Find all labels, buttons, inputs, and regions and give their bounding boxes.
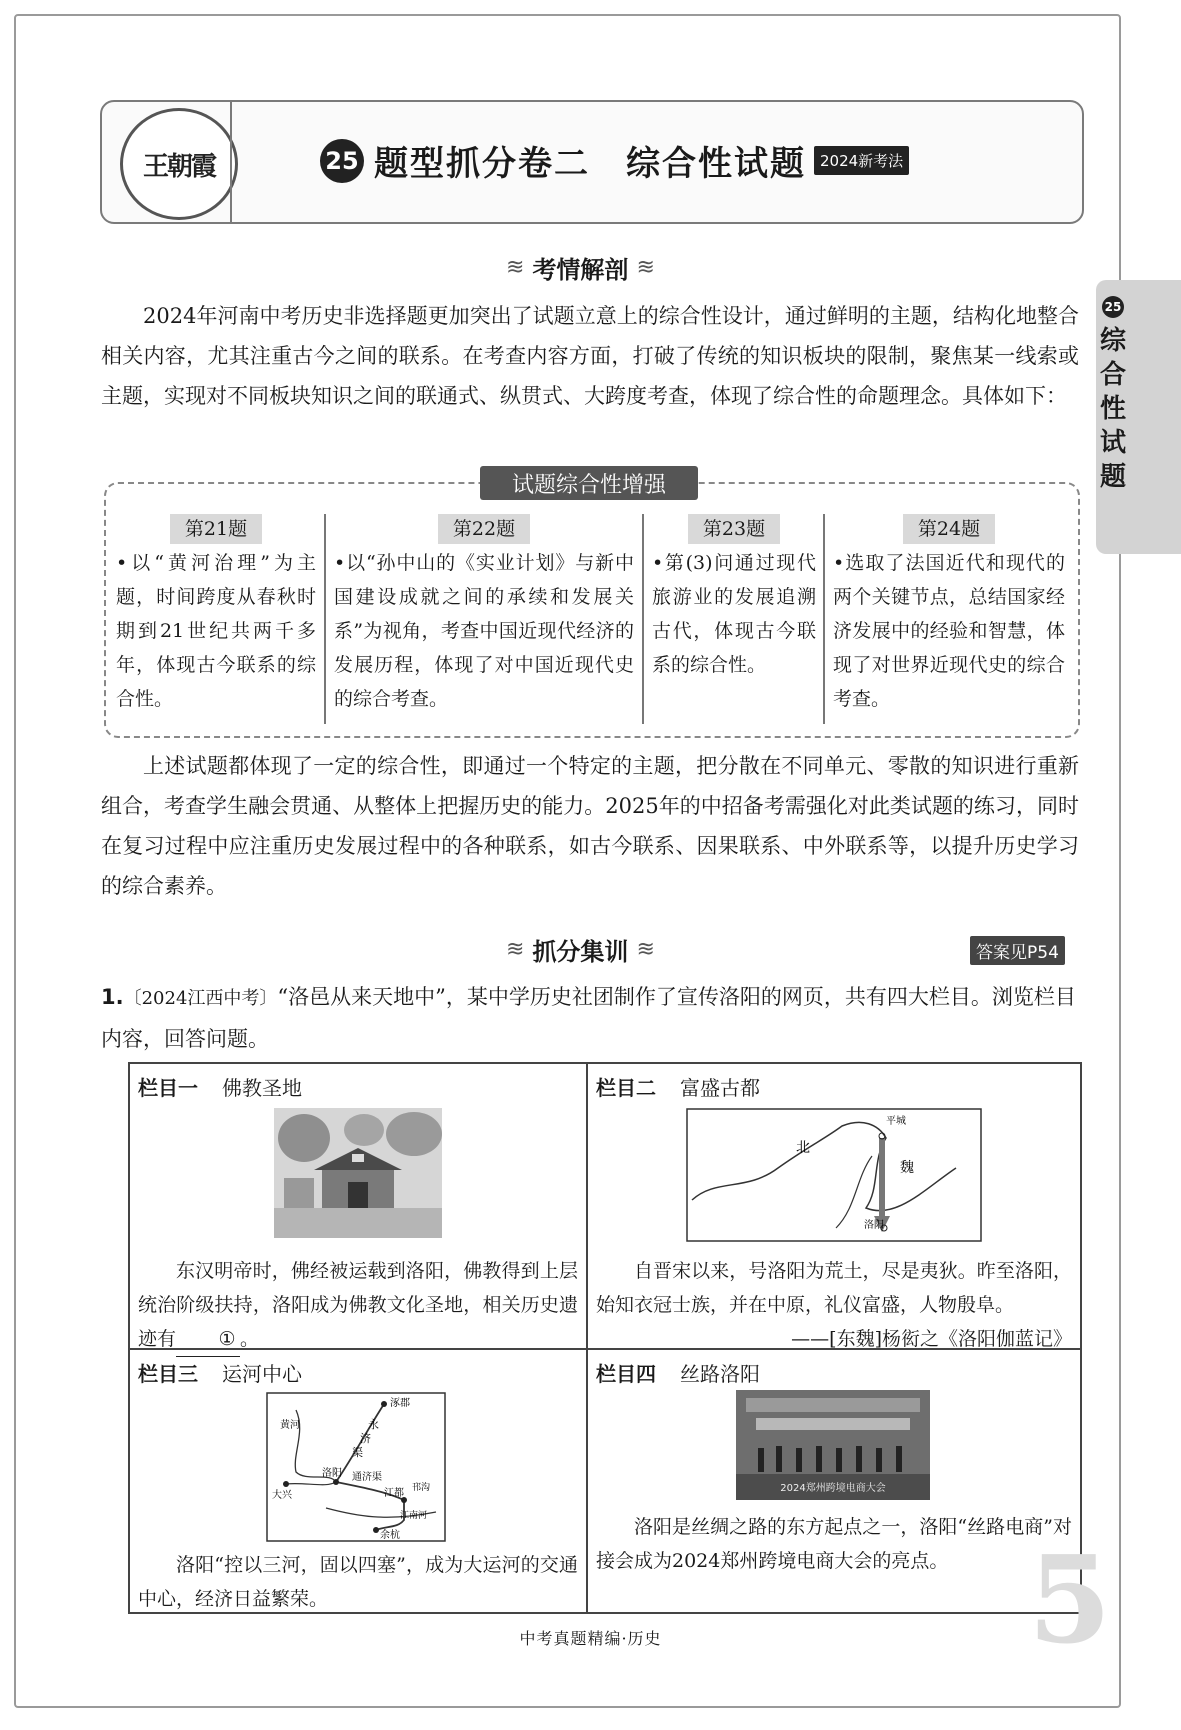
page-footer: 中考真题精编·历史 bbox=[519, 1629, 662, 1648]
map-label-north: 北 bbox=[796, 1140, 810, 1156]
title-text: 题型抓分卷二 综合性试题 bbox=[374, 144, 806, 184]
answer-blank[interactable]: ① bbox=[176, 1322, 240, 1357]
migration-map bbox=[686, 1108, 982, 1242]
map-label-tongjiqu: 通济渠 bbox=[352, 1472, 382, 1483]
wave-icon: ≋ bbox=[506, 255, 525, 280]
logo-text: 王朝霞 bbox=[142, 151, 215, 182]
cell-4-text: 洛阳是丝绸之路的东方起点之一，洛阳“丝路电商”对接会成为2024郑州跨境电商大会的亮点。 bbox=[596, 1516, 1072, 1572]
map-label-yong: 永 bbox=[368, 1418, 379, 1431]
header-divider bbox=[230, 102, 232, 222]
column-grid bbox=[128, 1062, 1082, 1614]
analysis-heading-text: 考情解剖 bbox=[532, 256, 629, 284]
cell-label: 栏目四 bbox=[596, 1362, 656, 1386]
summary-column-21 bbox=[116, 514, 316, 716]
grid-vertical-line bbox=[586, 1064, 588, 1612]
column-heading: 第21题 bbox=[170, 514, 262, 544]
temple-photo bbox=[274, 1108, 442, 1238]
summary-column-23 bbox=[652, 514, 816, 682]
summary-column-24 bbox=[833, 514, 1065, 716]
page-header bbox=[100, 100, 1084, 224]
training-heading-text: 抓分集训 bbox=[532, 938, 629, 966]
analysis-paragraph-2: 上述试题都体现了一定的综合性，即通过一个特定的主题，把分散在不同单元、零散的知识进行重新组合，考查学生融会贯通、从整体上把握历史的能力。2025年的中招备考需强化对此类试题的练习，同时在复习过程中应注重历史发展过程中的各种联系，如古今联系、因果联系、中外联系等，以提升历史学习的综合素养。 bbox=[101, 754, 1079, 898]
title-tag: 2024新考法 bbox=[814, 146, 909, 175]
column-text: •以“孙中山的《实业计划》与新中国建设成就之间的承续和发展关系”为视角，考查中国近现代经济的发展历程，体现了对中国近现代史的综合考查。 bbox=[334, 552, 634, 710]
column-divider bbox=[642, 514, 644, 724]
cell-label: 栏目三 bbox=[138, 1362, 198, 1386]
map-label-jiangnanhe: 江南河 bbox=[400, 1511, 428, 1521]
cell-label: 栏目一 bbox=[138, 1076, 198, 1100]
cell-3-header bbox=[138, 1358, 302, 1387]
map-label-luoyang: 洛阳 bbox=[864, 1220, 884, 1231]
question-stem: “洛邑从来天地中”，某中学历史社团制作了宣传洛阳的网页，共有四大栏目。浏览栏目内容，回答问题。 bbox=[101, 985, 1076, 1051]
column-heading: 第22题 bbox=[438, 514, 530, 544]
question-source: 〔2024江西中考〕 bbox=[123, 988, 278, 1009]
conference-photo bbox=[736, 1390, 930, 1500]
map-label-ji: 济 bbox=[360, 1432, 371, 1445]
question-number: 1. bbox=[101, 985, 124, 1009]
wave-icon: ≋ bbox=[636, 937, 655, 962]
cell-2-citation: ——[东魏]杨衒之《洛阳伽蓝记》 bbox=[791, 1328, 1072, 1350]
question-1 bbox=[101, 977, 1081, 1059]
cell-name: 运河中心 bbox=[222, 1362, 302, 1386]
answer-reference: 答案见P54 bbox=[970, 936, 1065, 965]
summary-column-22 bbox=[334, 514, 634, 716]
column-text: •第(3)问通过现代旅游业的发展追溯古代，体现古今联系的综合性。 bbox=[652, 552, 816, 676]
column-heading: 第23题 bbox=[688, 514, 780, 544]
map-label-hangou: 邗沟 bbox=[412, 1483, 431, 1493]
cell-1-text: 东汉明帝时，佛经被运载到洛阳，佛教得到上层统治阶级扶持，洛阳成为佛教文化圣地，相关历史遗迹有 ① 。 bbox=[138, 1254, 578, 1357]
wave-icon: ≋ bbox=[636, 255, 655, 280]
column-text: •选取了法国近代和现代的两个关键节点，总结国家经济发展中的经验和智慧，体现了对世界近现代史的综合考查。 bbox=[833, 552, 1065, 710]
map-label-zhuojun: 涿郡 bbox=[390, 1398, 410, 1409]
map-label-luoyang: 洛阳 bbox=[322, 1468, 342, 1479]
map-label-yuhang: 余杭 bbox=[380, 1530, 400, 1541]
map-label-pingcheng: 平城 bbox=[886, 1116, 906, 1127]
analysis-paragraph-1: 2024年河南中考历史非选择题更加突出了试题立意上的综合性设计，通过鲜明的主题，结构化地整合相关内容，尤其注重古今之间的联系。在考查内容方面，打破了传统的知识板块的限制，聚焦某一线索或主题，实现对不同板块知识之间的联通式、纵贯式、大跨度考查，体现了综合性的命题理念。具体如下： bbox=[101, 304, 1079, 408]
column-heading: 第24题 bbox=[903, 514, 995, 544]
map-label-jiangdu: 江都 bbox=[384, 1488, 404, 1499]
cell-name: 丝路洛阳 bbox=[680, 1362, 760, 1386]
cell-2-header bbox=[596, 1072, 760, 1101]
column-divider bbox=[823, 514, 825, 724]
map-label-huanghe: 黄河 bbox=[280, 1420, 300, 1431]
wave-icon: ≋ bbox=[506, 937, 525, 962]
map-label-qu: 渠 bbox=[352, 1446, 363, 1459]
map-label-wei: 魏 bbox=[900, 1160, 914, 1176]
cell-name: 富盛古都 bbox=[680, 1076, 760, 1100]
cell-1-header bbox=[138, 1072, 302, 1101]
unit-number-badge: 25 bbox=[320, 139, 364, 183]
map-label-daxing: 大兴 bbox=[272, 1490, 292, 1501]
page-number-watermark: 5 bbox=[1028, 1530, 1112, 1671]
cell-label: 栏目二 bbox=[596, 1076, 656, 1100]
training-heading bbox=[498, 932, 663, 967]
canal-map bbox=[266, 1392, 446, 1542]
photo-banner-text: 2024郑州跨境电商大会 bbox=[780, 1483, 886, 1494]
analysis-heading bbox=[498, 250, 663, 285]
cell-4-header bbox=[596, 1358, 760, 1387]
summary-box-title: 试题综合性增强 bbox=[480, 466, 698, 500]
side-tab-text: 综合性试题 bbox=[1099, 326, 1126, 492]
column-text: •以“黄河治理”为主题，时间跨度从春秋时期到21世纪共两千多年，体现古今联系的综合性。 bbox=[116, 552, 316, 710]
column-divider bbox=[324, 514, 326, 724]
brand-logo bbox=[120, 108, 238, 220]
cell-3-text: 洛阳“控以三河，固以四塞”，成为大运河的交通中心，经济日益繁荣。 bbox=[138, 1554, 578, 1610]
cell-2-text: 自晋宋以来，号洛阳为荒土，尽是夷狄。昨至洛阳，始知衣冠士族，并在中原，礼仪富盛，人物殷阜。 bbox=[596, 1260, 1072, 1316]
page-title bbox=[320, 136, 909, 185]
side-tab-number: 25 bbox=[1102, 296, 1124, 318]
cell-name: 佛教圣地 bbox=[222, 1076, 302, 1100]
